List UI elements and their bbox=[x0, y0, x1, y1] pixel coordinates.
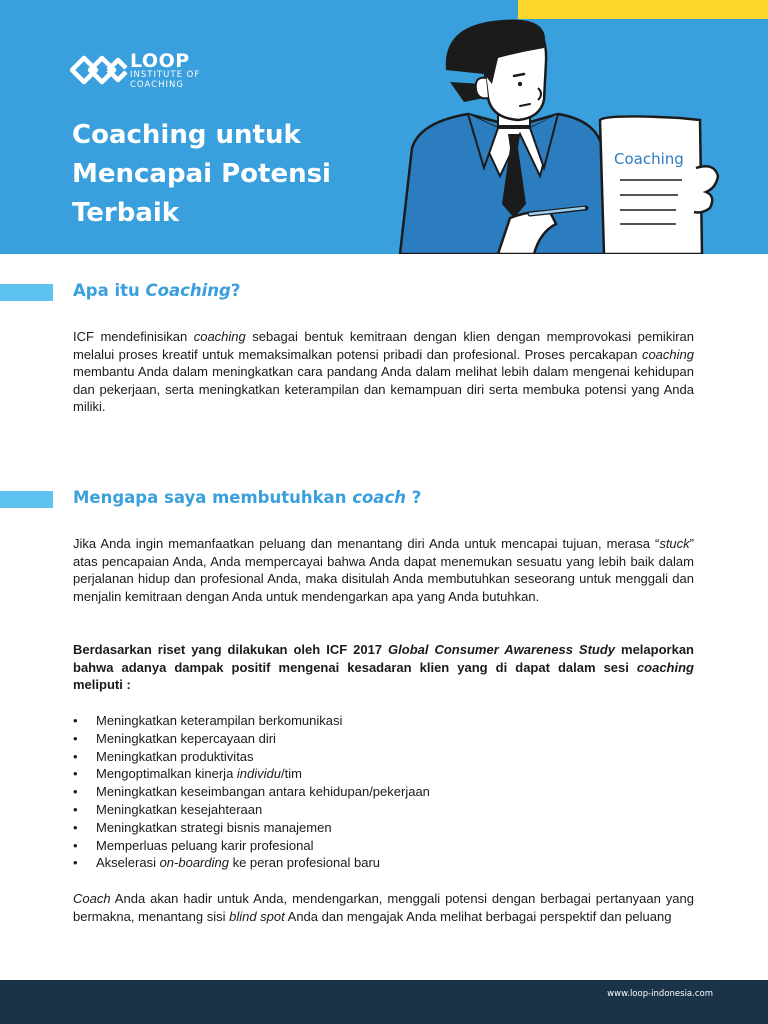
text-emphasis: individu bbox=[236, 766, 281, 782]
page-title-line1: Coaching untuk bbox=[72, 120, 301, 150]
loop-logo-icon bbox=[70, 52, 128, 88]
list-item bbox=[73, 783, 694, 801]
page-title-line2: Mencapai Potensi bbox=[72, 159, 331, 189]
text-run: Anda akan hadir untuk Anda, mendengarkan, menggali potensi dengan berbagai pertanyaan yang bermakna, menantang sisi bbox=[73, 891, 694, 924]
paragraph-coaching-definition bbox=[73, 328, 694, 416]
list-item-text: ke peran profesional baru bbox=[228, 855, 381, 871]
brand-name: LOOP bbox=[130, 50, 190, 72]
page-title bbox=[72, 116, 402, 233]
brand-subtitle-line1: INSTITUTE OF bbox=[130, 70, 201, 80]
list-item-text: Meningkatkan kepercayaan diri bbox=[96, 730, 276, 746]
benefits-list bbox=[73, 712, 694, 872]
list-item bbox=[73, 730, 694, 748]
text-run: sebagai bentuk kemitraan dengan klien dengan memprovokasi pemikiran melalui proses kreatif untuk memaksimalkan potensi pribadi dan profesional. Proses percakapan bbox=[73, 329, 694, 362]
text-emphasis: coaching bbox=[641, 346, 694, 362]
paragraph-why-coach bbox=[73, 535, 694, 605]
heading-emphasis: coach bbox=[352, 488, 406, 507]
heading-prefix: Apa itu bbox=[73, 281, 146, 300]
text-run: melaporkan bahwa adanya dampak positif mengenai kesadaran klien yang di dapat dalam sesi bbox=[73, 642, 694, 675]
list-item bbox=[73, 801, 694, 819]
text-emphasis: coaching bbox=[636, 659, 694, 675]
header-banner bbox=[0, 0, 768, 254]
list-item bbox=[73, 765, 694, 783]
text-run: meliputi : bbox=[73, 677, 131, 692]
footer-bar bbox=[0, 980, 768, 1024]
paragraph-coach-role bbox=[73, 890, 694, 925]
heading-suffix: ? bbox=[405, 488, 422, 507]
list-item-text: Memperluas peluang karir profesional bbox=[96, 837, 314, 853]
website-link[interactable]: www.loop-indonesia.com bbox=[607, 989, 713, 999]
text-run: Berdasarkan riset yang dilakukan oleh ICF 2017 bbox=[73, 642, 389, 657]
list-item-text: Meningkatkan keterampilan berkomunikasi bbox=[96, 713, 343, 728]
list-item bbox=[73, 837, 694, 855]
text-run: ” atas pencapaian Anda, Anda mempercayai bahwa Anda dapat menemukan sesuatu yang lebih baik dalam perjalanan hidup dan profesional Anda, maka disitulah Anda membutuhkan seseorang untuk menggali dan menjalin kemitraan dengan Anda untuk mendengarkan apa yang Anda butuhkan. bbox=[73, 536, 694, 604]
text-emphasis: Global Consumer Awareness Study bbox=[388, 642, 616, 657]
list-item-text: Meningkatkan kesejahteraan bbox=[96, 801, 263, 817]
heading-prefix: Mengapa saya membutuhkan bbox=[73, 488, 353, 507]
paragraph-research bbox=[73, 641, 694, 694]
text-run: Anda dan mengajak Anda melihat berbagai perspektif dan peluang bbox=[284, 908, 672, 924]
businessman-illustration bbox=[380, 18, 725, 254]
page-title-line3: Terbaik bbox=[72, 198, 180, 228]
list-item-text: Akselerasi bbox=[96, 855, 160, 871]
list-item bbox=[73, 854, 694, 872]
clipboard-label: Coaching bbox=[614, 150, 684, 168]
text-emphasis: blind spot bbox=[229, 908, 285, 924]
text-emphasis: Coach bbox=[73, 891, 111, 906]
text-emphasis: stuck bbox=[659, 536, 690, 551]
brand-subtitle bbox=[130, 71, 200, 90]
section-heading-apa-itu-coaching bbox=[73, 281, 240, 300]
text-run: ICF mendefinisikan bbox=[73, 329, 194, 344]
list-item bbox=[73, 712, 694, 730]
section-heading-mengapa-coach bbox=[73, 488, 421, 507]
text-emphasis: coaching bbox=[193, 329, 246, 344]
text-run: Jika Anda ingin memanfaatkan peluang dan menantang diri Anda untuk mencapai tujuan, merasa “ bbox=[73, 536, 660, 551]
list-item bbox=[73, 819, 694, 837]
list-item-text: Meningkatkan keseimbangan antara kehidupan/pekerjaan bbox=[96, 784, 430, 800]
text-run: membantu Anda dalam meningkatkan cara pandang Anda dalam melihat lebih dalam mengenai kehidupan dan pekerjaan, serta meningkatkan keterampilan dan kemampuan diri serta membuka potensi yang Anda miliki. bbox=[73, 364, 694, 414]
list-item-text: /tim bbox=[281, 766, 302, 782]
heading-emphasis: Coaching bbox=[145, 281, 231, 300]
list-item-text: Mengoptimalkan kinerja bbox=[96, 766, 237, 782]
brand-subtitle-line2: COACHING bbox=[130, 79, 184, 90]
brand-logo bbox=[70, 52, 210, 92]
text-emphasis: on-boarding bbox=[159, 855, 229, 871]
heading-suffix: ? bbox=[230, 281, 241, 300]
accent-bar bbox=[518, 0, 768, 19]
list-item-text: Meningkatkan strategi bisnis manajemen bbox=[96, 819, 332, 835]
section-marker bbox=[0, 491, 53, 508]
list-item bbox=[73, 748, 694, 766]
list-item-text: Meningkatkan produktivitas bbox=[96, 748, 254, 764]
section-marker bbox=[0, 284, 53, 301]
